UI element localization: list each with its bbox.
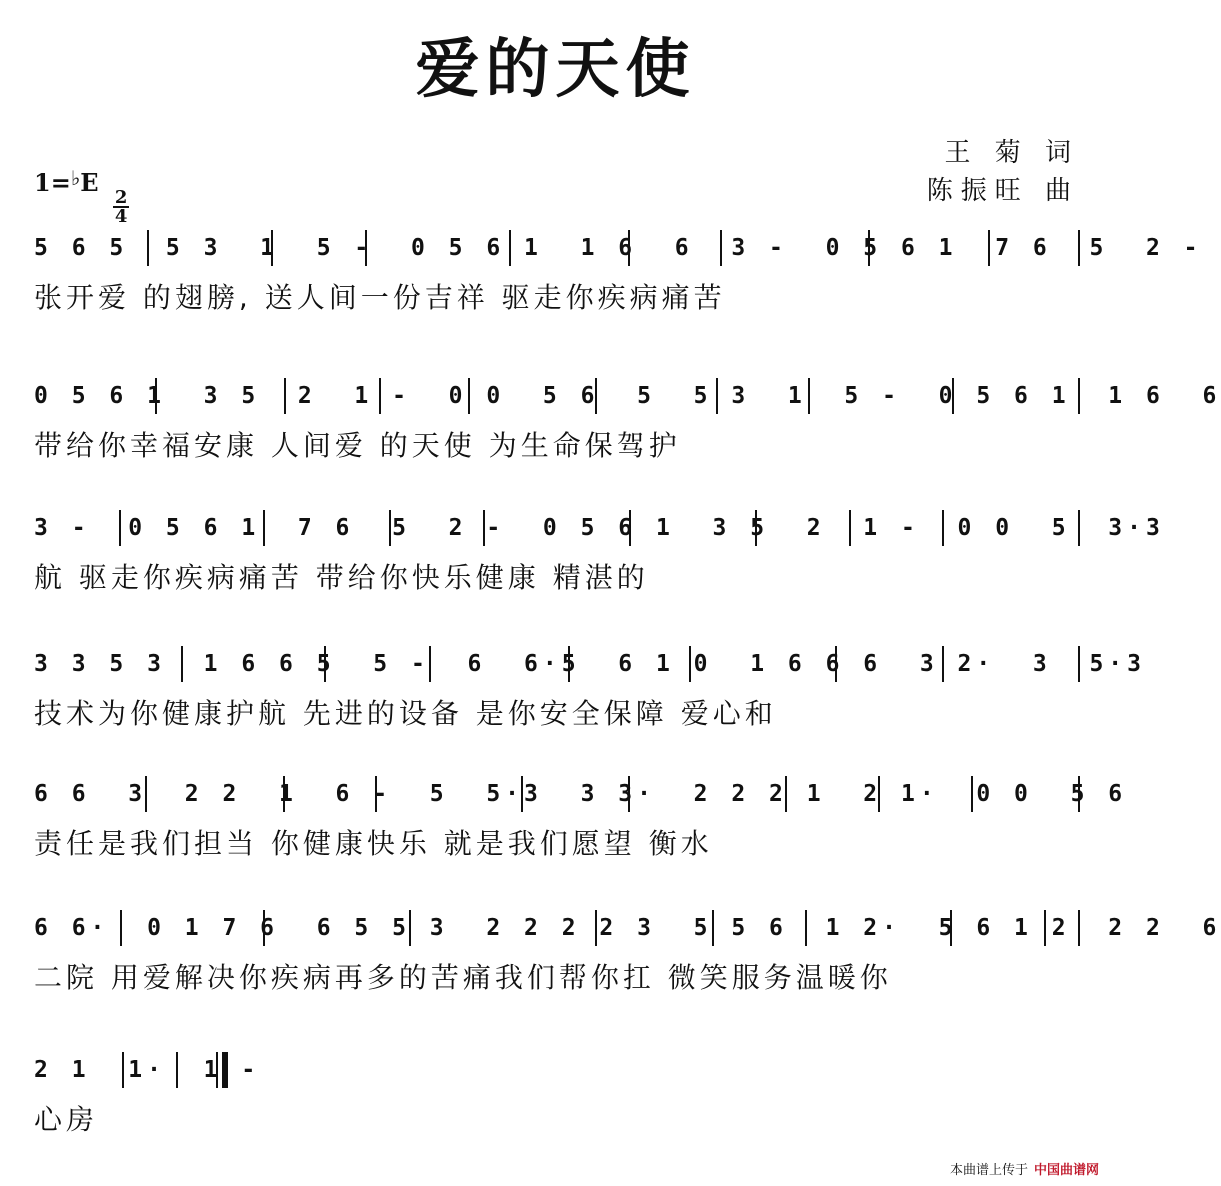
notation-line: 6 6· 0 1 7 6 6 5 5 3 2 2 2 2 3 5 5 6 1 2· 5 6 1 2 2 2 6 (34, 915, 1221, 941)
notation-line: 0 5 6 1 3 5 2 1 - 0 0 5 6 5 5 3 1 5 - 0 5 6 1 1 6 6 (34, 383, 1221, 409)
lyric-line: 带给你幸福安康 人间爱 的天使 为生命保驾护 (34, 429, 681, 462)
key-prefix: 1= (34, 168, 71, 197)
key-signature (34, 166, 129, 225)
lyric-line: 张开爱 的翅膀, 送人间一份吉祥 驱走你疾病痛苦 (34, 281, 726, 314)
time-numerator: 2 (114, 187, 128, 208)
lyric-line: 航 驱走你疾病痛苦 带给你快乐健康 精湛的 (34, 561, 649, 594)
lyric-line: 技术为你健康护航 先进的设备 是你安全保障 爱心和 (34, 697, 777, 730)
lyric-line: 二院 用爱解决你疾病再多的苦痛我们帮你扛 微笑服务温暖你 (34, 961, 892, 994)
time-denominator: 4 (114, 206, 128, 227)
notation-line: 6 6 3 2 2 1 6 - 5 5·3 3 3· 2 2 2 1 2 1· 0 0 5 6 (34, 781, 1128, 807)
key-note: E (80, 168, 99, 197)
lyric-line: 心房 (34, 1103, 99, 1136)
notation-line: 3 - 0 5 6 1 7 6 5 2 - 0 5 6 1 3 5 2 1 - 0 0 5 3·3 (34, 515, 1165, 541)
site-logo[interactable]: 中国曲谱网 (1033, 1163, 1099, 1178)
footer-text: 本曲谱上传于 (949, 1163, 1028, 1178)
notation-line: 5 6 5 5 3 1 5 - 0 5 6 1 1 6 6 3 - 0 5 6 1 7 6 5 2 - (34, 235, 1203, 261)
footer (950, 1159, 1099, 1178)
time-signature (113, 189, 130, 225)
lyricist-credit: 王 菊 词 (944, 138, 1079, 168)
composer-credit: 陈振旺 曲 (926, 176, 1079, 206)
lyric-line: 责任是我们担当 你健康快乐 就是我们愿望 衡水 (34, 827, 713, 860)
notation-line: 3 3 5 3 1 6 6 5 5 - 6 6·5 6 1 0 1 6 6 6 3 2· 3 5·3 (34, 651, 1146, 677)
song-title: 爱的天使 (415, 32, 696, 107)
notation-line: 2 1 1· 1 - (34, 1057, 261, 1083)
flat-sign: ♭ (70, 166, 81, 190)
